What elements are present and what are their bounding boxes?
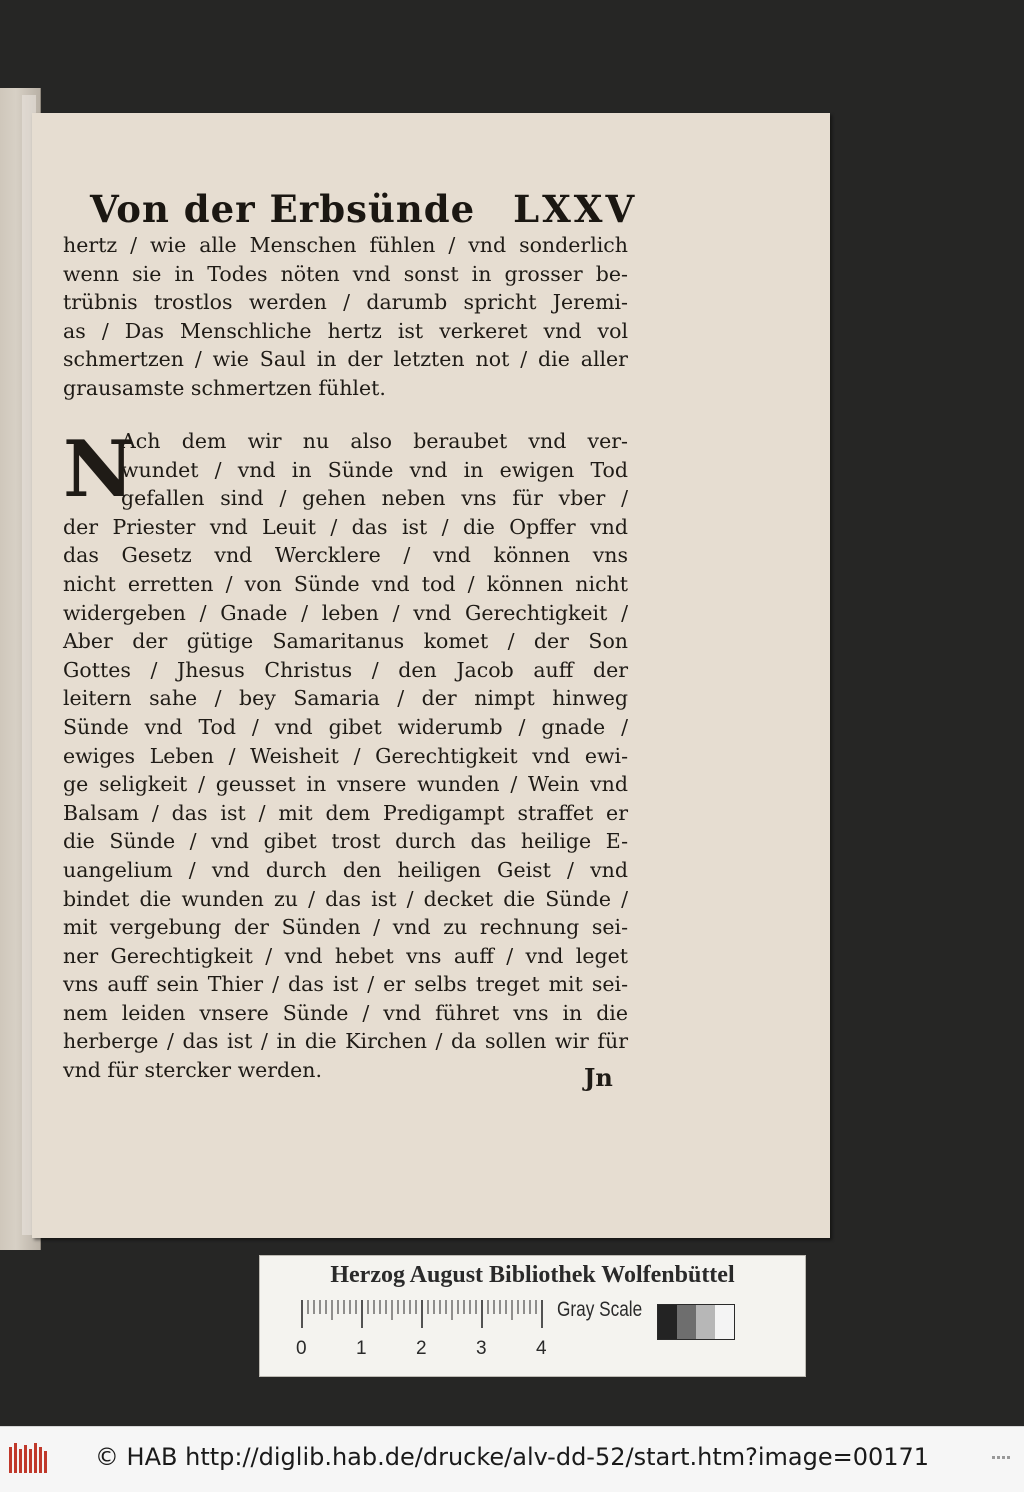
text-line: uangelium / vnd durch den heiligen Geist / vnd bbox=[63, 857, 628, 882]
text-line: widergeben / Gnade / leben / vnd Gerechtigkeit / bbox=[63, 600, 628, 625]
text-line: leitern sahe / bey Samaria / der nimpt hinweg bbox=[63, 686, 628, 711]
text-line: Aber der gütige Samaritanus komet / der Son bbox=[63, 629, 628, 654]
ruler-label: 1 bbox=[356, 1338, 367, 1359]
catchword: Jn bbox=[584, 1063, 613, 1092]
text-line: das Gesetz vnd Wercklere / vnd können vns bbox=[63, 543, 628, 568]
text-line: hertz / wie alle Menschen fühlen / vnd sonderlich bbox=[63, 233, 628, 257]
gray-scale-swatches bbox=[657, 1304, 735, 1340]
text-line: wundet / vnd in Sünde vnd in ewigen Tod bbox=[121, 457, 628, 482]
text-line: Ach dem wir nu also beraubet vnd ver- bbox=[121, 429, 628, 453]
decorated-initial: N bbox=[63, 424, 135, 515]
paragraph-2 bbox=[63, 424, 628, 1085]
gray-scale-label: Gray Scale bbox=[557, 1298, 643, 1321]
text-line: ner Gerechtigkeit / vnd hebet vns auff / vnd leget bbox=[63, 943, 628, 968]
ruler-label: 4 bbox=[536, 1338, 547, 1359]
ruler-label: 2 bbox=[416, 1338, 427, 1359]
text-line: Sünde vnd Tod / vnd gibet widerumb / gnade / bbox=[63, 714, 628, 739]
text-line: der Priester vnd Leuit / das ist / die Opffer vnd bbox=[63, 514, 628, 539]
gray-swatch bbox=[696, 1305, 715, 1339]
card-title: Herzog August Bibliothek Wolfenbüttel bbox=[330, 1262, 735, 1288]
book-page bbox=[32, 113, 830, 1238]
text-line: wenn sie in Todes nöten vnd sonst in grosser be- bbox=[63, 261, 628, 286]
folio-number: LXXV bbox=[513, 187, 638, 231]
text-line: trübnis trostlos werden / darumb spricht Jeremi- bbox=[63, 290, 628, 315]
footer-credit: © HAB http://diglib.hab.de/drucke/alv-dd-52/start.htm?image=00171 bbox=[94, 1443, 930, 1471]
text-line: vnd für stercker werden. bbox=[63, 1058, 323, 1083]
color-calibration-card bbox=[259, 1255, 806, 1377]
gray-swatch bbox=[715, 1305, 734, 1339]
text-line: ewiges Leben / Weisheit / Gerechtigkeit vnd ewi- bbox=[63, 743, 628, 768]
text-line: Balsam / das ist / mit dem Predigampt straffet er bbox=[63, 800, 628, 825]
text-line: nicht erretten / von Sünde vnd tod / können nicht bbox=[63, 571, 628, 596]
gray-swatch bbox=[677, 1305, 696, 1339]
text-line: Gottes / Jhesus Christus / den Jacob auff der bbox=[63, 657, 628, 682]
text-line: gefallen sind / gehen neben vns für vber / bbox=[121, 486, 628, 511]
ruler-label: 3 bbox=[476, 1338, 487, 1359]
running-title: Von der Erbsünde bbox=[90, 187, 476, 231]
paragraph-1 bbox=[63, 231, 628, 403]
text-line: ge seligkeit / geusset in vnsere wunden / Wein vnd bbox=[63, 772, 628, 797]
text-line: mit vergebung der Sünden / vnd zu rechnung sei- bbox=[63, 915, 628, 940]
text-line: grausamste schmertzen fühlet. bbox=[63, 375, 386, 400]
text-line: nem leiden vnsere Sünde / vnd führet vns in die bbox=[63, 1000, 628, 1025]
footer-dots bbox=[992, 1456, 1010, 1459]
ruler-scale bbox=[300, 1300, 544, 1328]
page-header bbox=[90, 187, 650, 231]
gray-swatch bbox=[658, 1305, 677, 1339]
text-line: vns auff sein Thier / das ist / er selbs treget mit sei- bbox=[63, 972, 628, 997]
text-line: die Sünde / vnd gibet trost durch das heilige E- bbox=[63, 829, 628, 854]
text-line: herberge / das ist / in die Kirchen / da sollen wir für bbox=[63, 1029, 628, 1054]
footer-bar bbox=[0, 1426, 1024, 1492]
text-line: bindet die wunden zu / das ist / decket die Sünde / bbox=[63, 886, 628, 911]
text-line: schmertzen / wie Saul in der letzten not / die aller bbox=[63, 347, 628, 372]
text-line: as / Das Menschliche hertz ist verkeret vnd vol bbox=[63, 318, 628, 343]
ruler-label: 0 bbox=[296, 1338, 307, 1359]
